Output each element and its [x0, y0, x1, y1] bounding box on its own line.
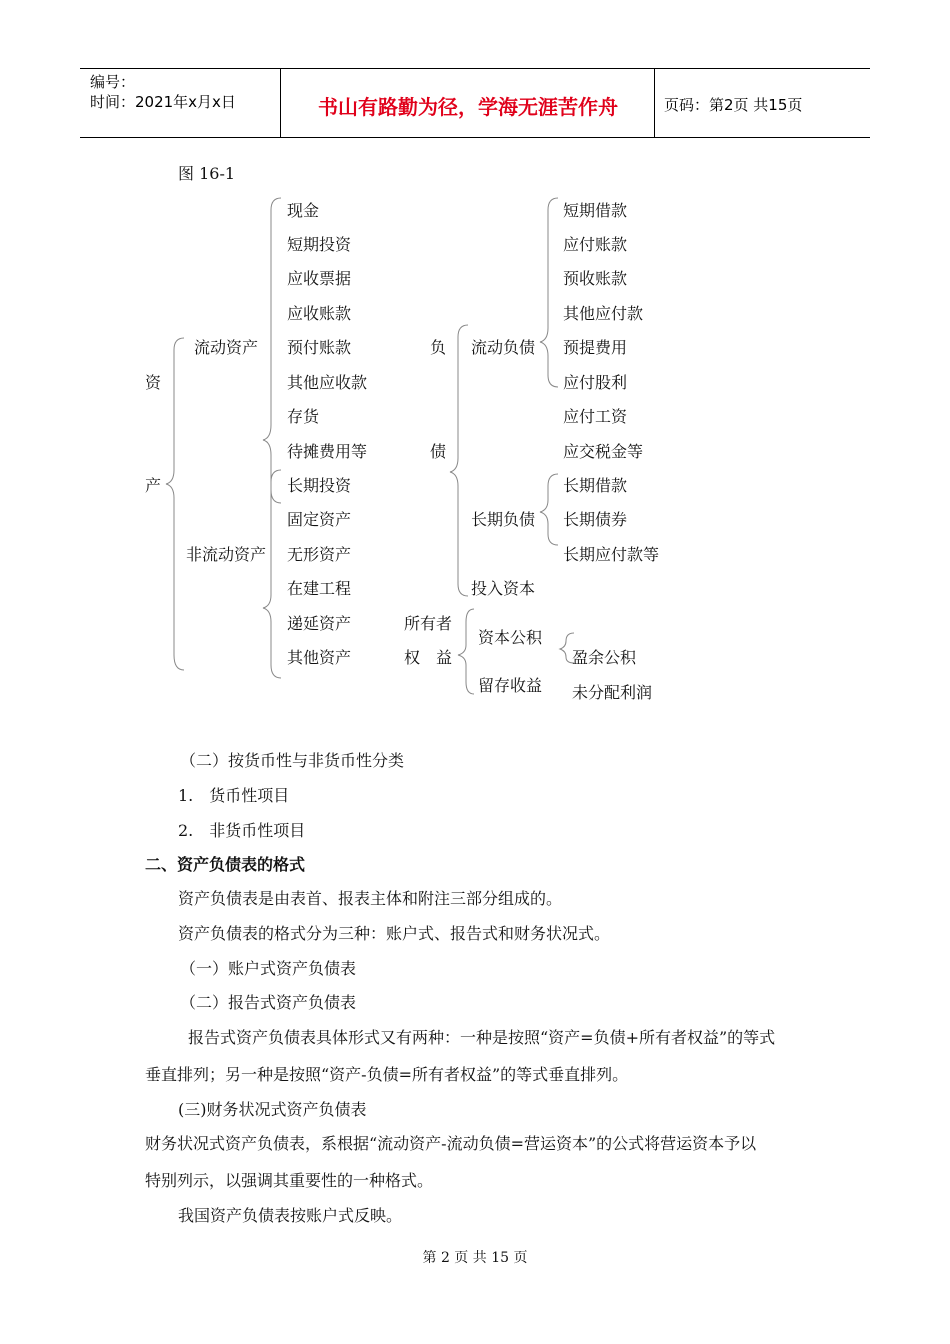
- figure-caption: 图 16-1: [178, 164, 236, 183]
- equity-brace: [458, 609, 474, 694]
- current-liab-label: 流动负债: [471, 338, 536, 357]
- header-page-info: 页码：第2页 共15页: [664, 96, 803, 114]
- asset-item: 预付账款: [287, 338, 352, 357]
- asset-item: 无形资产: [287, 545, 352, 564]
- equity-label-line-2: 权 益: [404, 648, 453, 667]
- liab-item: 应付账款: [563, 235, 628, 254]
- asset-item: 长期投资: [287, 476, 352, 495]
- asset-item: 应收票据: [287, 269, 352, 288]
- section-heading: （二）报告式资产负债表: [180, 993, 357, 1012]
- asset-item: 固定资产: [287, 510, 352, 529]
- liabilities-brace: [450, 325, 468, 596]
- section-heading: （一）账户式资产负债表: [180, 959, 357, 978]
- paid-in-capital-label: 投入资本: [471, 579, 536, 598]
- liab-item: 应付股利: [563, 373, 628, 392]
- asset-item: 其他资产: [287, 648, 352, 667]
- asset-item: 短期投资: [287, 235, 352, 254]
- long-liab-item: 长期债券: [563, 510, 628, 529]
- paragraph: 报告式资产负债表具体形式又有两种：一种是按照“资产=负债+所有者权益”的等式: [188, 1028, 776, 1047]
- noncurrent-assets-label: 非流动资产: [186, 545, 267, 564]
- paragraph: 资产负债表的格式分为三种：账户式、报告式和财务状况式。: [178, 924, 611, 943]
- asset-item: 递延资产: [287, 614, 352, 633]
- long-liab-item: 长期借款: [563, 476, 628, 495]
- paragraph: 财务状况式资产负债表，系根据“流动资产-流动负债=营运资本”的公式将营运资本予以: [145, 1134, 757, 1153]
- asset-item: 待摊费用等: [287, 442, 368, 461]
- asset-root-char-1: 资: [145, 373, 162, 392]
- paragraph: 资产负债表是由表首、报表主体和附注三部分组成的。: [178, 889, 563, 908]
- surplus-reserve-label: 盈余公积: [572, 648, 637, 667]
- section-heading: （二）按货币性与非货币性分类: [180, 751, 405, 770]
- retained-earnings-label: 留存收益: [478, 676, 543, 695]
- asset-root-char-2: 产: [145, 476, 162, 495]
- equity-label-line-1: 所有者: [404, 614, 453, 633]
- liab-char-1: 负: [430, 338, 447, 357]
- undistributed-profit-label: 未分配利润: [572, 683, 653, 702]
- liab-item: 应付工资: [563, 407, 628, 426]
- noncurrent-assets-brace: [263, 470, 281, 678]
- long-liab-item: 长期应付款等: [563, 545, 660, 564]
- asset-root-brace: [166, 338, 184, 670]
- asset-item: 存货: [287, 407, 320, 426]
- list-item: 2. 非货币性项目: [178, 821, 306, 840]
- asset-item: 在建工程: [287, 579, 352, 598]
- liab-item: 短期借款: [563, 201, 628, 220]
- asset-item: 其他应收款: [287, 373, 368, 392]
- current-assets-brace: [263, 198, 281, 503]
- liab-item: 预收账款: [563, 269, 628, 288]
- serial-label: 编号：: [90, 73, 136, 91]
- paragraph: 垂直排列；另一种是按照“资产-负债=所有者权益”的等式垂直排列。: [145, 1065, 629, 1084]
- capital-reserve-label: 资本公积: [478, 628, 543, 647]
- page-footer: 第 2 页 共 15 页: [422, 1250, 528, 1266]
- asset-item: 现金: [287, 201, 320, 220]
- list-item: 1. 货币性项目: [178, 786, 290, 805]
- time-label: 时间：2021年x月x日: [90, 93, 236, 111]
- paragraph: 我国资产负债表按账户式反映。: [178, 1206, 403, 1225]
- chapter-heading: 二、资产负债表的格式: [145, 855, 306, 874]
- current-assets-label: 流动资产: [194, 338, 259, 357]
- liab-item: 应交税金等: [563, 442, 644, 461]
- current-liab-brace: [540, 198, 558, 387]
- long-liab-label: 长期负债: [471, 510, 536, 529]
- asset-item: 应收账款: [287, 304, 352, 323]
- liab-item: 其他应付款: [563, 304, 644, 323]
- section-heading: (三)财务状况式资产负债表: [178, 1100, 367, 1119]
- header-motto: 书山有路勤为径，学海无涯苦作舟: [318, 95, 618, 119]
- liab-char-2: 债: [430, 442, 447, 461]
- liab-item: 预提费用: [563, 338, 628, 357]
- paragraph: 特别列示，以强调其重要性的一种格式。: [145, 1171, 434, 1190]
- long-liab-brace: [540, 474, 558, 545]
